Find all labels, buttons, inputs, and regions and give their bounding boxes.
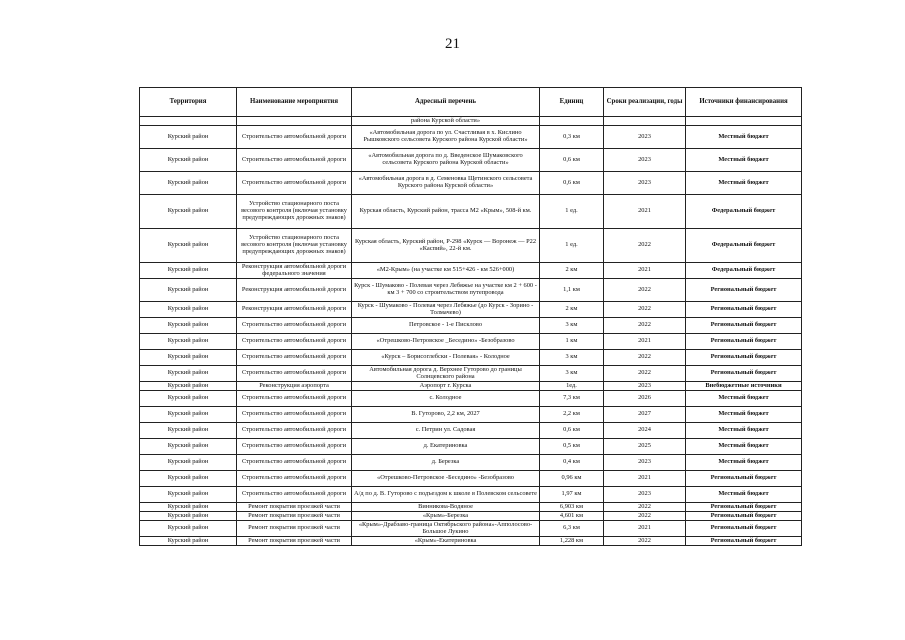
cell-event — [237, 117, 352, 126]
cell-address: А/д по д. В. Гуторово с подъездом к школе в Полевском сельсовете — [352, 487, 540, 503]
cell-period: 2023 — [604, 455, 686, 471]
cell-units: 2 км — [540, 302, 604, 318]
cell-address: «Отрешково-Петровское _Беседино» -Безобразово — [352, 334, 540, 350]
header-territory: Территория — [140, 88, 237, 117]
cell-event: Строительство автомобильной дороги — [237, 126, 352, 149]
cell-units: 7,3 км — [540, 391, 604, 407]
cell-territory: Курский район — [140, 521, 237, 537]
table-row — [140, 391, 802, 407]
cell-territory: Курский район — [140, 439, 237, 455]
cell-period: 2022 — [604, 512, 686, 521]
cell-territory: Курский район — [140, 423, 237, 439]
cell-units: 1,228 км — [540, 537, 604, 546]
cell-units: 1ед. — [540, 382, 604, 391]
cell-finance: Местный бюджет — [686, 439, 802, 455]
cell-units: 2 км — [540, 263, 604, 279]
cell-units: 0,6 км — [540, 172, 604, 195]
cell-finance: Региональный бюджет — [686, 334, 802, 350]
cell-territory: Курский район — [140, 172, 237, 195]
cell-territory: Курский район — [140, 512, 237, 521]
cell-period: 2023 — [604, 149, 686, 172]
table-row — [140, 195, 802, 229]
cell-units: 6,3 км — [540, 521, 604, 537]
table-row — [140, 318, 802, 334]
cell-units: 3 км — [540, 350, 604, 366]
cell-finance — [686, 117, 802, 126]
cell-period: 2021 — [604, 263, 686, 279]
cell-territory: Курский район — [140, 537, 237, 546]
cell-address: «Крым»-Екатериновка — [352, 537, 540, 546]
cell-finance: Местный бюджет — [686, 391, 802, 407]
cell-territory: Курский район — [140, 334, 237, 350]
cell-period: 2024 — [604, 423, 686, 439]
cell-finance: Федеральный бюджет — [686, 195, 802, 229]
cell-address: «М2-Крым» (на участке км 515+426 - км 526+000) — [352, 263, 540, 279]
cell-event: Ремонт покрытия проезжей части — [237, 537, 352, 546]
table-row — [140, 521, 802, 537]
table-row — [140, 350, 802, 366]
cell-territory: Курский район — [140, 318, 237, 334]
cell-finance: Местный бюджет — [686, 407, 802, 423]
cell-territory: Курский район — [140, 471, 237, 487]
cell-event: Реконструкция автомобильной дороги федерального значения — [237, 263, 352, 279]
table-row — [140, 487, 802, 503]
cell-finance: Местный бюджет — [686, 172, 802, 195]
cell-units: 1,97 км — [540, 487, 604, 503]
cell-finance: Местный бюджет — [686, 423, 802, 439]
cell-finance: Региональный бюджет — [686, 279, 802, 302]
cell-event: Строительство автомобильной дороги — [237, 149, 352, 172]
cell-finance: Региональный бюджет — [686, 366, 802, 382]
cell-event: Строительство автомобильной дороги — [237, 172, 352, 195]
cell-units: 4,601 км — [540, 512, 604, 521]
table-row — [140, 503, 802, 512]
cell-period: 2025 — [604, 439, 686, 455]
cell-period: 2022 — [604, 279, 686, 302]
cell-territory: Курский район — [140, 455, 237, 471]
cell-territory: Курский район — [140, 487, 237, 503]
cell-event: Строительство автомобильной дороги — [237, 366, 352, 382]
cell-finance: Региональный бюджет — [686, 350, 802, 366]
cell-event: Строительство автомобильной дороги — [237, 407, 352, 423]
cell-finance: Федеральный бюджет — [686, 229, 802, 263]
cell-finance: Региональный бюджет — [686, 521, 802, 537]
cell-territory: Курский район — [140, 195, 237, 229]
cell-units: 0,4 км — [540, 455, 604, 471]
cell-event: Ремонт покрытия проезжей части — [237, 503, 352, 512]
cell-address: с. Колодное — [352, 391, 540, 407]
cell-territory: Курский район — [140, 366, 237, 382]
cell-period: 2022 — [604, 229, 686, 263]
cell-address: «Крым»-Березка — [352, 512, 540, 521]
cell-event: Устройство стационарного поста весового контроля (включая установку предупреждающих дорожных знаков) — [237, 229, 352, 263]
cell-period: 2023 — [604, 172, 686, 195]
header-event: Наименование мероприятия — [237, 88, 352, 117]
cell-event: Ремонт покрытия проезжей части — [237, 512, 352, 521]
cell-address: Курск - Шумаково - Полевая через Лебяжье на участке км 2 + 600 - км 3 + 700 со строительством путепровода — [352, 279, 540, 302]
cell-period: 2022 — [604, 503, 686, 512]
header-address: Адресный перечень — [352, 88, 540, 117]
cell-period — [604, 117, 686, 126]
page-number: 21 — [445, 36, 460, 52]
cell-territory: Курский район — [140, 407, 237, 423]
cell-units: 1 ед. — [540, 195, 604, 229]
cell-event: Строительство автомобильной дороги — [237, 350, 352, 366]
cell-event: Строительство автомобильной дороги — [237, 423, 352, 439]
cell-finance: Местный бюджет — [686, 455, 802, 471]
cell-address: д. Екатериновка — [352, 439, 540, 455]
cell-period: 2022 — [604, 366, 686, 382]
cell-finance: Региональный бюджет — [686, 503, 802, 512]
cell-event: Строительство автомобильной дороги — [237, 391, 352, 407]
table-row — [140, 126, 802, 149]
table-row — [140, 382, 802, 391]
table-header-row — [140, 88, 802, 117]
cell-finance: Федеральный бюджет — [686, 263, 802, 279]
cell-units: 0,3 км — [540, 126, 604, 149]
table-row — [140, 366, 802, 382]
cell-address: «Автомобильная дорога в д. Семеновка Щетинского сельсовета Курского района Курской области» — [352, 172, 540, 195]
cell-territory: Курский район — [140, 263, 237, 279]
cell-event: Строительство автомобильной дороги — [237, 318, 352, 334]
cell-period: 2027 — [604, 407, 686, 423]
cell-territory: Курский район — [140, 382, 237, 391]
cell-units: 3 км — [540, 318, 604, 334]
cell-address: Петровское - 1-е Писклово — [352, 318, 540, 334]
cell-units: 1,1 км — [540, 279, 604, 302]
cell-event: Ремонт покрытия проезжей части — [237, 521, 352, 537]
cell-address: Винникова-Водяное — [352, 503, 540, 512]
cell-period: 2023 — [604, 126, 686, 149]
cell-address: д. Березка — [352, 455, 540, 471]
table-row — [140, 512, 802, 521]
cell-units: 0,5 км — [540, 439, 604, 455]
cell-address: «Автомобильная дорога по д. Введенское Шумаковского сельсовета Курского района Курской области» — [352, 149, 540, 172]
cell-units: 1 км — [540, 334, 604, 350]
table-row — [140, 117, 802, 126]
cell-event: Реконструкция аэропорта — [237, 382, 352, 391]
cell-address: «Отрешково-Петровское -Беседино» -Безобразово — [352, 471, 540, 487]
cell-territory: Курский район — [140, 149, 237, 172]
cell-address: Курск - Шумаково - Полевая через Лебяжье (до Курск - Зорино - Толмачево) — [352, 302, 540, 318]
cell-period: 2026 — [604, 391, 686, 407]
cell-event: Реконструкция автомобильной дороги — [237, 302, 352, 318]
cell-event: Строительство автомобильной дороги — [237, 334, 352, 350]
table-row — [140, 439, 802, 455]
cell-address: В. Гуторово, 2,2 км, 2027 — [352, 407, 540, 423]
table-row — [140, 334, 802, 350]
cell-period: 2022 — [604, 350, 686, 366]
cell-period: 2023 — [604, 382, 686, 391]
cell-units — [540, 117, 604, 126]
cell-period: 2023 — [604, 487, 686, 503]
cell-period: 2021 — [604, 471, 686, 487]
table-row — [140, 229, 802, 263]
cell-territory: Курский район — [140, 391, 237, 407]
cell-units: 0,6 км — [540, 423, 604, 439]
cell-units: 0,96 км — [540, 471, 604, 487]
table-row — [140, 302, 802, 318]
events-table — [139, 87, 802, 546]
table-row — [140, 279, 802, 302]
cell-finance: Региональный бюджет — [686, 318, 802, 334]
cell-finance: Региональный бюджет — [686, 302, 802, 318]
cell-period: 2021 — [604, 334, 686, 350]
cell-territory: Курский район — [140, 229, 237, 263]
cell-period: 2022 — [604, 302, 686, 318]
header-finance: Источники финансирования — [686, 88, 802, 117]
cell-territory — [140, 117, 237, 126]
cell-territory: Курский район — [140, 503, 237, 512]
cell-finance: Местный бюджет — [686, 126, 802, 149]
cell-units: 6,903 км — [540, 503, 604, 512]
cell-event: Строительство автомобильной дороги — [237, 455, 352, 471]
cell-finance: Местный бюджет — [686, 149, 802, 172]
table-row — [140, 423, 802, 439]
cell-address: Автомобильная дорога д. Верхнее Гуторово до границы Солнцевского района — [352, 366, 540, 382]
table-row — [140, 455, 802, 471]
table-row — [140, 407, 802, 423]
cell-address: «Автомобильная дорога по ул. Счастливая в х. Кислино Рышковского сельсовета Курского района Курской области» — [352, 126, 540, 149]
cell-address: Курская область, Курский район, трасса М2 «Крым», 508-й км. — [352, 195, 540, 229]
cell-finance: Внебюджетные источники — [686, 382, 802, 391]
table-row — [140, 172, 802, 195]
cell-event: Устройство стационарного поста весового контроля (включая установку предупреждающих дорожных знаков) — [237, 195, 352, 229]
cell-address: Курская область, Курский район, Р-298 «Курск — Воронеж — Р22 «Каспий», 22-й км. — [352, 229, 540, 263]
cell-finance: Местный бюджет — [686, 487, 802, 503]
table-row — [140, 149, 802, 172]
table-row — [140, 263, 802, 279]
cell-units: 3 км — [540, 366, 604, 382]
cell-event: Строительство автомобильной дороги — [237, 471, 352, 487]
cell-territory: Курский район — [140, 302, 237, 318]
cell-period: 2022 — [604, 318, 686, 334]
cell-event: Строительство автомобильной дороги — [237, 439, 352, 455]
table-row — [140, 471, 802, 487]
cell-address: «Курск – Борисоглебски - Полевая» - Колодное — [352, 350, 540, 366]
cell-period: 2021 — [604, 195, 686, 229]
cell-finance: Региональный бюджет — [686, 471, 802, 487]
cell-address: «Крым»-Драбзаво-граница Октябрьского района»-Апполосово-Большое Лукино — [352, 521, 540, 537]
header-units: Единиц — [540, 88, 604, 117]
cell-period: 2022 — [604, 537, 686, 546]
cell-address: Аэропорт г. Курска — [352, 382, 540, 391]
table-row — [140, 537, 802, 546]
cell-finance: Региональный бюджет — [686, 512, 802, 521]
cell-period: 2021 — [604, 521, 686, 537]
cell-territory: Курский район — [140, 350, 237, 366]
cell-units: 0,6 км — [540, 149, 604, 172]
cell-units: 1 ед. — [540, 229, 604, 263]
cell-event: Реконструкция автомобильной дороги — [237, 279, 352, 302]
cell-territory: Курский район — [140, 126, 237, 149]
header-period: Сроки реализации, годы — [604, 88, 686, 117]
cell-units: 2,2 км — [540, 407, 604, 423]
cell-address: с. Петрин ул. Садовая — [352, 423, 540, 439]
cell-finance: Региональный бюджет — [686, 537, 802, 546]
cell-address: района Курской области» — [352, 117, 540, 126]
cell-event: Строительство автомобильной дороги — [237, 487, 352, 503]
cell-territory: Курский район — [140, 279, 237, 302]
